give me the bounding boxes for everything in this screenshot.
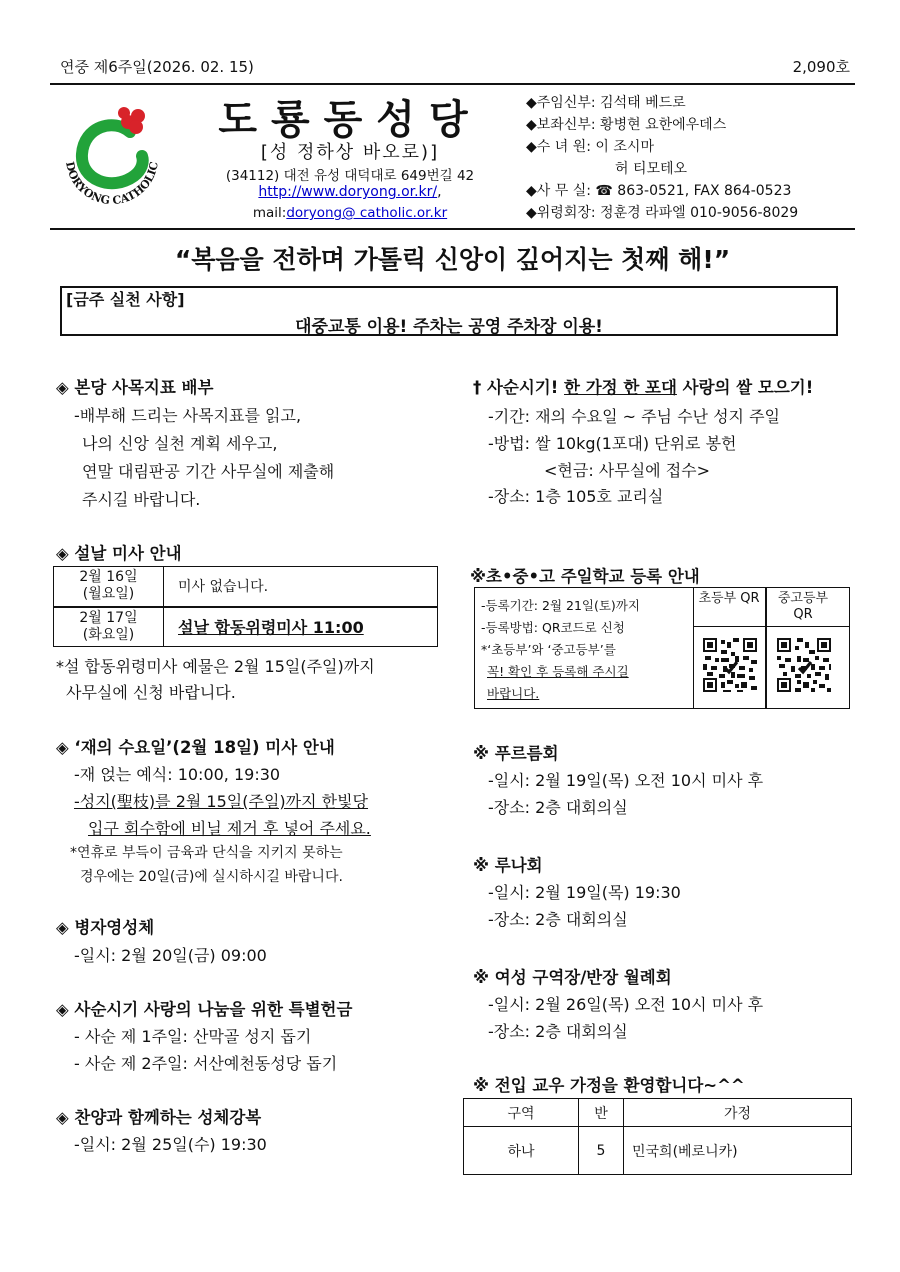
staff-nuns: ◆수 녀 원: 이 조시마 [526, 139, 654, 155]
date-line: 연중 제6주일(2026. 02. 15) [60, 58, 254, 76]
doryong-catholic-logo [52, 96, 172, 216]
address: (34112) 대전 유성 대덕대로 649번길 42 [225, 168, 475, 184]
pastoral-line: 주시길 바랍니다. [82, 490, 201, 509]
motto: “복음을 전하며 가톨릭 신앙이 깊어지는 첫째 해!” [174, 245, 731, 274]
pastoral-line: 연말 대림판공 기간 사무실에 제출해 [82, 462, 335, 481]
qr-label-secondary: 중고등부 QR [777, 591, 829, 622]
patron-saint: [성 정하상 바오로)] [260, 142, 440, 163]
rice-title: † 사순시기! 한 가정 한 포대 사랑의 쌀 모으기! [473, 378, 814, 397]
practice-text: 대중교통 이용! 주차는 공영 주차장 이용! [295, 317, 603, 337]
welcome-cell: 5 [579, 1127, 624, 1175]
ash-note: 경우에는 20일(금)에 실시하시길 바랍니다. [80, 869, 343, 885]
school-line: 꼭! 확인 후 등록해 주시길 [487, 664, 629, 679]
women-line: -장소: 2층 대회의실 [488, 1022, 628, 1041]
rice-line: -방법: 쌀 10kg(1포대) 단위로 봉헌 [488, 434, 737, 453]
ash-line: 입구 회수함에 비닐 제거 후 넣어 주세요. [88, 819, 371, 838]
qr-code-elementary[interactable] [701, 636, 759, 694]
welcome-header: 가정 [624, 1099, 852, 1127]
adoration-line: -일시: 2월 25일(수) 19:30 [74, 1135, 267, 1154]
school-line: -등록방법: QR코드로 신청 [481, 620, 625, 635]
mail-link[interactable]: doryong@ catholic.or.kr [286, 205, 448, 221]
offering-line: - 사순 제 1주일: 산막골 성지 돕기 [74, 1027, 312, 1046]
adoration-title: ◈ 찬양과 함께하는 성체강복 [56, 1108, 262, 1127]
school-registration-box [474, 587, 850, 709]
lunar-note: *설 합동위령미사 예물은 2월 15일(주일)까지 [56, 657, 375, 676]
website: http://www.doryong.or.kr/, [258, 184, 442, 200]
lunar-date-cell: 2월 16일 (월요일) [54, 567, 164, 607]
school-title: ※초•중•고 주일학교 등록 안내 [470, 567, 700, 586]
welcome-title: ※ 전입 교우 가정을 환영합니다~^^ [473, 1076, 745, 1095]
table-row [464, 1127, 852, 1175]
lunar-note: 사무실에 신청 바랍니다. [66, 683, 236, 702]
women-title: ※ 여성 구역장/반장 월례회 [473, 968, 672, 987]
offering-title: ◈ 사순시기 사랑의 나눔을 위한 특별헌금 [56, 1000, 353, 1019]
lunar-date-cell: 2월 17일 (화요일) [54, 607, 164, 647]
church-name: 도룡동성당 [218, 97, 482, 143]
luna-title: ※ 루나회 [473, 856, 543, 875]
sick-title: ◈ 병자영성체 [56, 918, 155, 937]
qr-label-elementary: 초등부 QR [698, 591, 760, 606]
divider-mid [50, 228, 855, 230]
issue-number: 2,090호 [792, 58, 850, 76]
lunar-title: ◈ 설날 미사 안내 [56, 544, 182, 563]
staff-nuns-2: 허 티모테오 [615, 161, 688, 177]
pastoral-line: -배부해 드리는 사목지표를 읽고, [74, 406, 302, 425]
offering-line: - 사순 제 2주일: 서산예천동성당 돕기 [74, 1054, 338, 1073]
staff-pastor: ◆주임신부: 김석태 베드로 [526, 95, 686, 111]
mail-label: mail: [252, 205, 287, 221]
practice-label: [금주 실천 사항] [66, 290, 185, 309]
staff-assistant: ◆보좌신부: 황병현 요한에우데스 [526, 117, 727, 133]
staff-office: ◆사 무 실: ☎ 863-0521, FAX 864-0523 [526, 183, 792, 199]
staff-memorial: ◆위령회장: 정훈경 라파엘 010-9056-8029 [526, 205, 799, 221]
website-link[interactable]: http://www.doryong.or.kr/ [258, 184, 438, 200]
welcome-table [463, 1098, 852, 1175]
ash-line: -재 얹는 예식: 10:00, 19:30 [74, 765, 281, 784]
lunar-info-cell: 미사 없습니다. [164, 567, 438, 607]
women-line: -일시: 2월 26일(목) 오전 10시 미사 후 [488, 995, 764, 1014]
divider-top [50, 83, 855, 85]
sick-line: -일시: 2월 20일(금) 09:00 [74, 946, 267, 965]
pureum-line: -일시: 2월 19일(목) 오전 10시 미사 후 [488, 771, 764, 790]
school-line: -등록기간: 2월 21일(토)까지 [481, 598, 640, 613]
welcome-header: 구역 [464, 1099, 579, 1127]
ash-title: ◈ ‘재의 수요일’(2월 18일) 미사 안내 [56, 738, 335, 757]
school-line: 바랍니다. [487, 686, 540, 701]
welcome-cell: 하나 [464, 1127, 579, 1175]
ash-note: *연휴로 부득이 금육과 단식을 지키지 못하는 [70, 845, 343, 861]
pastoral-line: 나의 신앙 실천 계획 세우고, [82, 434, 278, 453]
logo-text: DORYONG CATHOLIC [63, 160, 161, 208]
lunar-info-cell: 설날 합동위령미사 11:00 [164, 607, 438, 647]
welcome-header: 반 [579, 1099, 624, 1127]
lunar-mass-table [53, 566, 438, 647]
luna-line: -일시: 2월 19일(목) 19:30 [488, 883, 681, 902]
welcome-cell: 민국희(베로니카) [624, 1127, 852, 1175]
school-line: *‘초등부’와 ‘중고등부’를 [481, 642, 616, 657]
rice-line: -장소: 1층 105호 교리실 [488, 487, 664, 506]
luna-line: -장소: 2층 대회의실 [488, 910, 628, 929]
qr-code-secondary[interactable] [775, 636, 833, 694]
pureum-title: ※ 푸르름회 [473, 744, 559, 763]
top-info-bar [60, 56, 850, 78]
pureum-line: -장소: 2층 대회의실 [488, 798, 628, 817]
ash-line: -성지(聖枝)를 2월 15일(주일)까지 한빛당 [74, 792, 369, 811]
pastoral-title: ◈ 본당 사목지표 배부 [56, 378, 214, 397]
mail [190, 205, 510, 221]
rice-line: <현금: 사무실에 접수> [544, 461, 711, 480]
rice-line: -기간: 재의 수요일 ~ 주님 수난 성지 주일 [488, 407, 781, 426]
